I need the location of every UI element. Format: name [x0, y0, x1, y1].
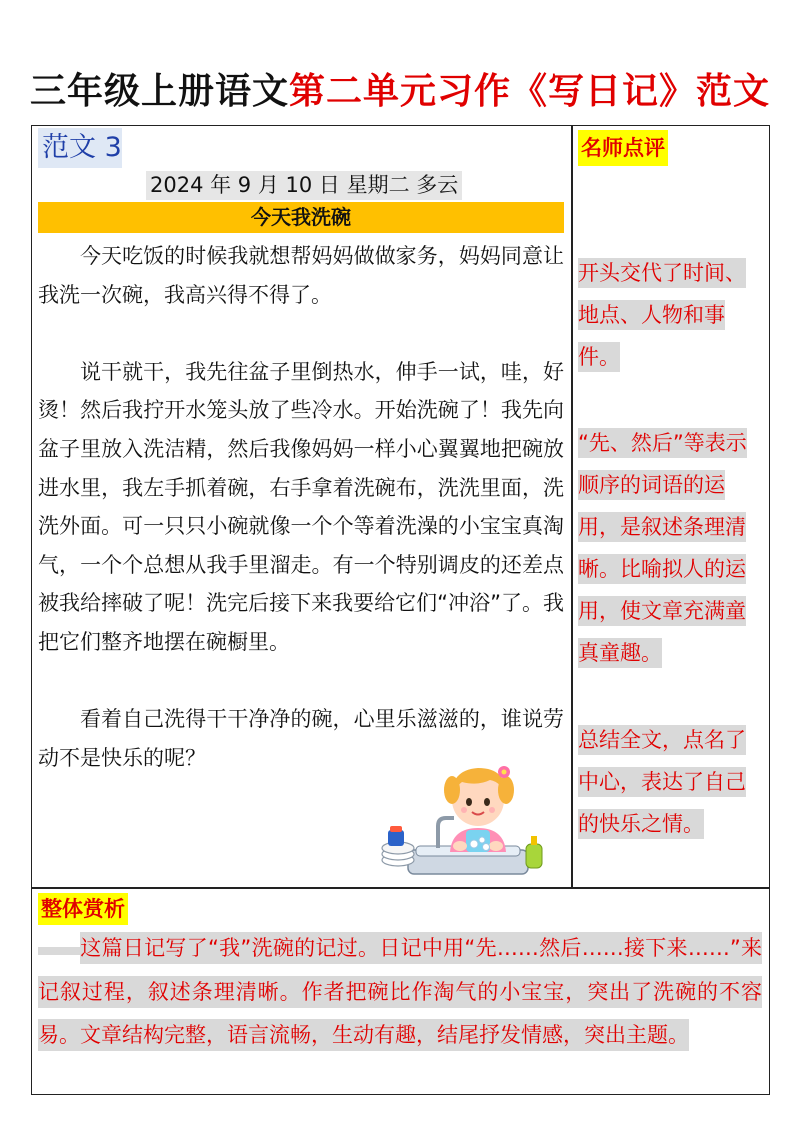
row-divider — [31, 887, 770, 889]
overall-appreciation-text: 这篇日记写了“我”洗碗的记过。日记中用“先……然后……接下来……”来记叙过程，叙述条理清晰。作者把碗比作淘气的小宝宝，突出了洗碗的不容易。文章结构完整，语言流畅，生动有趣，结尾抒发情感，突出主题。 — [38, 932, 762, 1051]
essay-title: 今天我洗碗 — [38, 202, 564, 233]
sample-label: 范文 3 — [38, 128, 122, 168]
essay-paragraph: 说干就干，我先往盆子里倒热水，伸手一试，哇，好烫！然后我拧开水笼头放了些冷水。开始洗碗了！我先向盆子里放入洗洁精，然后我像妈妈一样小心翼翼地把碗放进水里，我左手抓着碗，右手拿着洗碗布，洗洗里面，洗洗外面。可一只只小碗就像一个个等着洗澡的小宝宝真淘气，一个个总想从我手里溜走。有一个特别调皮的还差点被我给摔破了呢！洗完后接下来我要给它们“冲浴”了。我把它们整齐地摆在碗橱里。 — [38, 359, 564, 654]
essay-paragraph: 看着自己洗得干干净净的碗，心里乐滋滋的，谁说劳动不是快乐的呢？ — [38, 707, 564, 770]
teacher-comment-opening — [578, 252, 764, 378]
teacher-comment-middle — [578, 422, 764, 674]
page-title-grade: 三年级上册语文 — [29, 71, 289, 112]
essay-body — [38, 237, 564, 777]
comment-text: “先、然后”等表示顺序的词语的运用，是叙述条理清晰。比喻拟人的运用，使文章充满童真童趣。 — [578, 428, 747, 668]
overall-appreciation — [38, 927, 762, 1058]
teacher-comment-ending — [578, 719, 764, 845]
teacher-comment-heading: 名师点评 — [578, 130, 668, 166]
comment-text: 开头交代了时间、地点、人物和事件。 — [578, 258, 746, 372]
overall-appreciation-heading: 整体赏析 — [38, 893, 128, 925]
page-title-unit: 第二单元习作《写日记》范文 — [289, 71, 771, 112]
essay-paragraph: 今天吃饭的时候我就想帮妈妈做做家务，妈妈同意让我洗一次碗，我高兴得不得了。 — [38, 244, 564, 307]
comment-text: 总结全文，点名了中心，表达了自己的快乐之情。 — [578, 725, 746, 839]
girl-washing-dishes-illustration — [378, 752, 558, 884]
page-title — [0, 68, 800, 116]
column-divider — [571, 125, 573, 888]
diary-date-line: 2024 年 9 月 10 日 星期二 多云 — [146, 171, 462, 200]
